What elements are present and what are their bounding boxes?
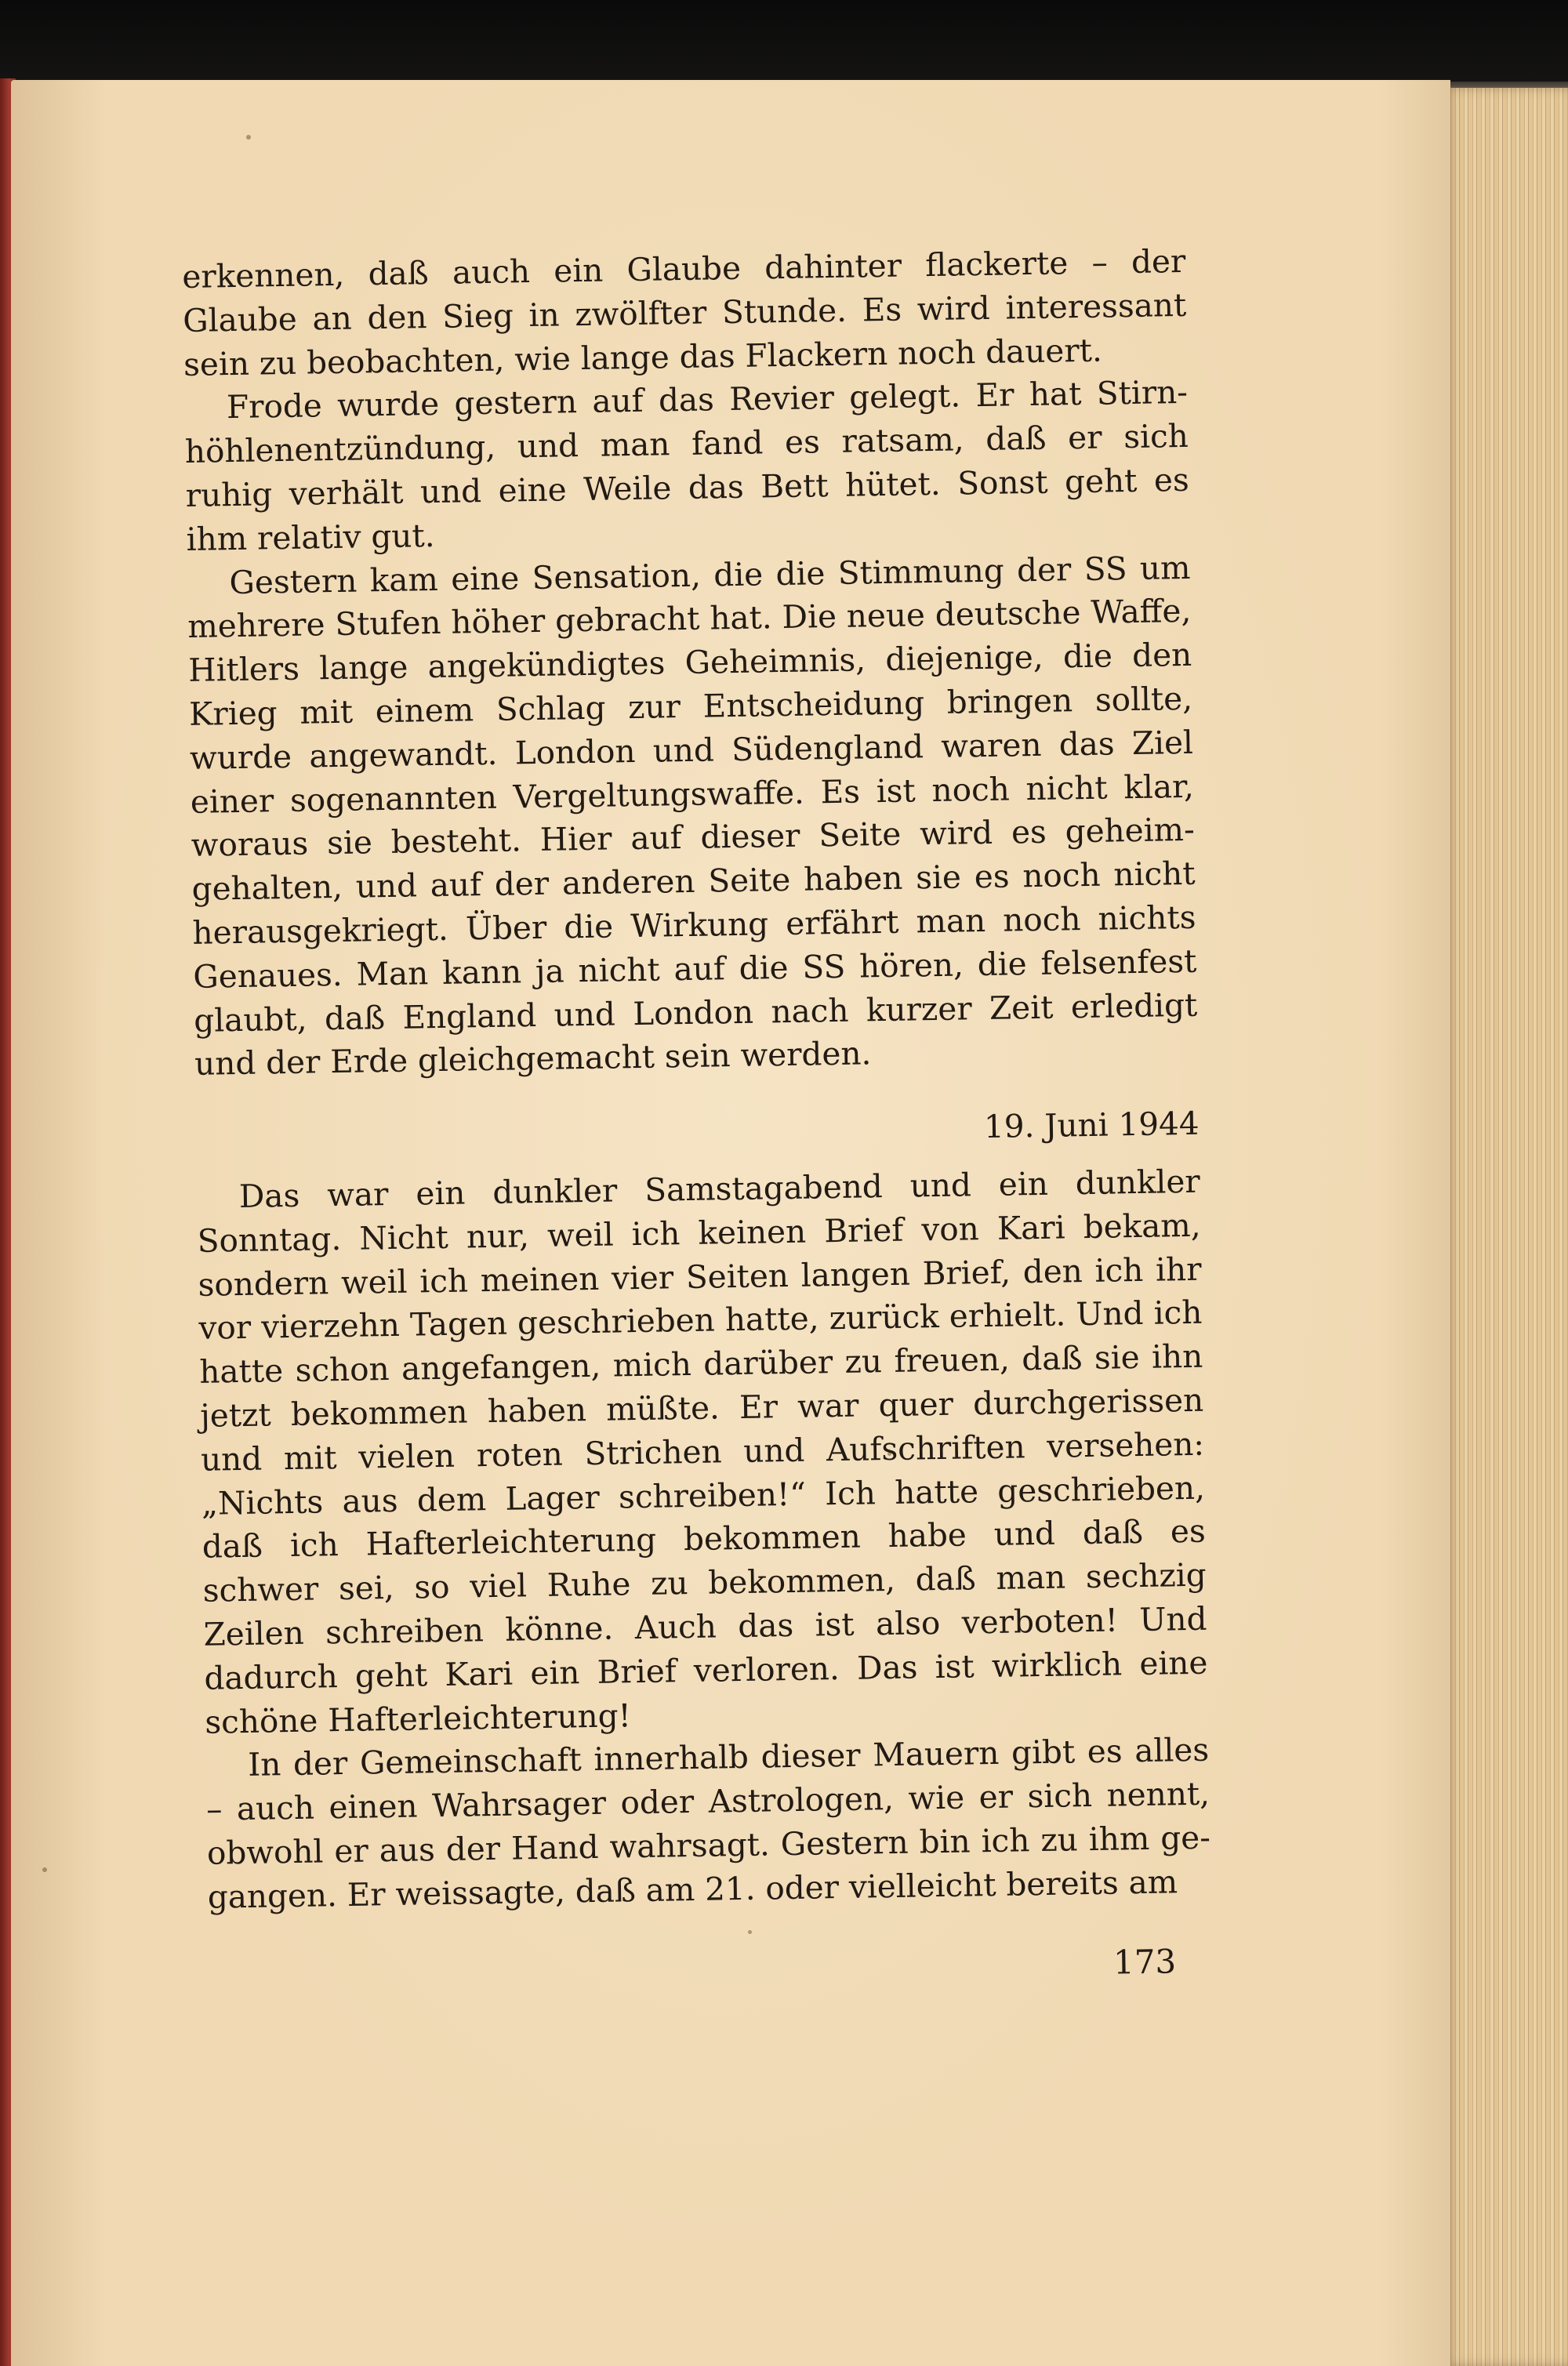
paragraph-sensation: Gestern kam eine Sensation, die die Stimmung der SS um mehrere Stufen höher gebracht hat. Die neue deutsche Waffe, Hitlers lange angekündigtes Geheimnis, diejenige, die den Krieg mit einem Schlag zur Entscheidung bringen sollte, wurde angewandt. London und Südengland waren das Ziel einer sogenannten Vergeltungswaffe. Es ist noch nicht klar, woraus sie besteht. Hier auf dieser Seite wird es geheimgehalten, und auf der anderen Seite haben sie es noch nicht herausgekriegt. Über die Wirkung erfährt man noch nichts Genaues. Man kann ja nicht auf die SS hören, die felsenfest glaubt, daß England und London nach kurzer Zeit erledigt und der Erde gleichgemacht sein werden. — [187, 548, 1198, 1083]
page-number: 173 — [1112, 1942, 1177, 1982]
body-text — [182, 240, 1211, 1919]
paper-speck — [748, 1930, 752, 1934]
paper-speck — [42, 1867, 47, 1872]
paragraph-frode: Frode wurde gestern auf das Revier gelegt. Er hat Stirnhöhlenentzündung, und man fand es ratsam, daß er sich ruhig verhält und eine Weile das Bett hütet. Sonst geht es ihm relativ gut. — [184, 373, 1190, 558]
diary-date-heading: 19. Juni 1944 — [983, 1104, 1200, 1146]
paragraph-astrologer: In der Gemeinschaft innerhalb dieser Mauern gibt es alles – auch einen Wahrsager oder Astrologen, wie er sich nennt, obwohl er aus der Hand wahrsagt. Gestern bin ich zu ihm gegangen. Er weissagte, daß am 21. oder vielleicht bereits am — [205, 1730, 1211, 1916]
paper-speck — [246, 135, 251, 140]
page-edges-stack — [1443, 88, 1568, 2366]
paragraph-letter: Das war ein dunkler Samstagabend und ein dunkler Sonntag. Nicht nur, weil ich keinen Brief von Kari bekam, sondern weil ich meinen vier Seiten langen Brief, den ich ihr vor vierzehn Tagen geschrieben hatte, zurück erhielt. Und ich hatte schon angefangen, mich darüber zu freuen, daß sie ihn jetzt bekommen haben müßte. Er war quer durchgerissen und mit vielen roten Strichen und Aufschriften versehen: „Nichts aus dem Lager schreiben!“ Ich hatte geschrieben, daß ich Hafterleichterung bekommen habe und daß es schwer sei, so viel Ruhe zu bekommen, daß man sechzig Zeilen schreiben könne. Auch das ist also verboten! Und dadurch geht Kari ein Brief verloren. Das ist wirklich eine schöne Hafterleichterung! — [197, 1162, 1208, 1741]
paragraph-continuation: erkennen, daß auch ein Glaube dahinter flackerte – der Glaube an den Sieg in zwölfter Stunde. Es wird interessant sein zu beobachten, wie lange das Flackern noch dauert. — [182, 241, 1187, 383]
